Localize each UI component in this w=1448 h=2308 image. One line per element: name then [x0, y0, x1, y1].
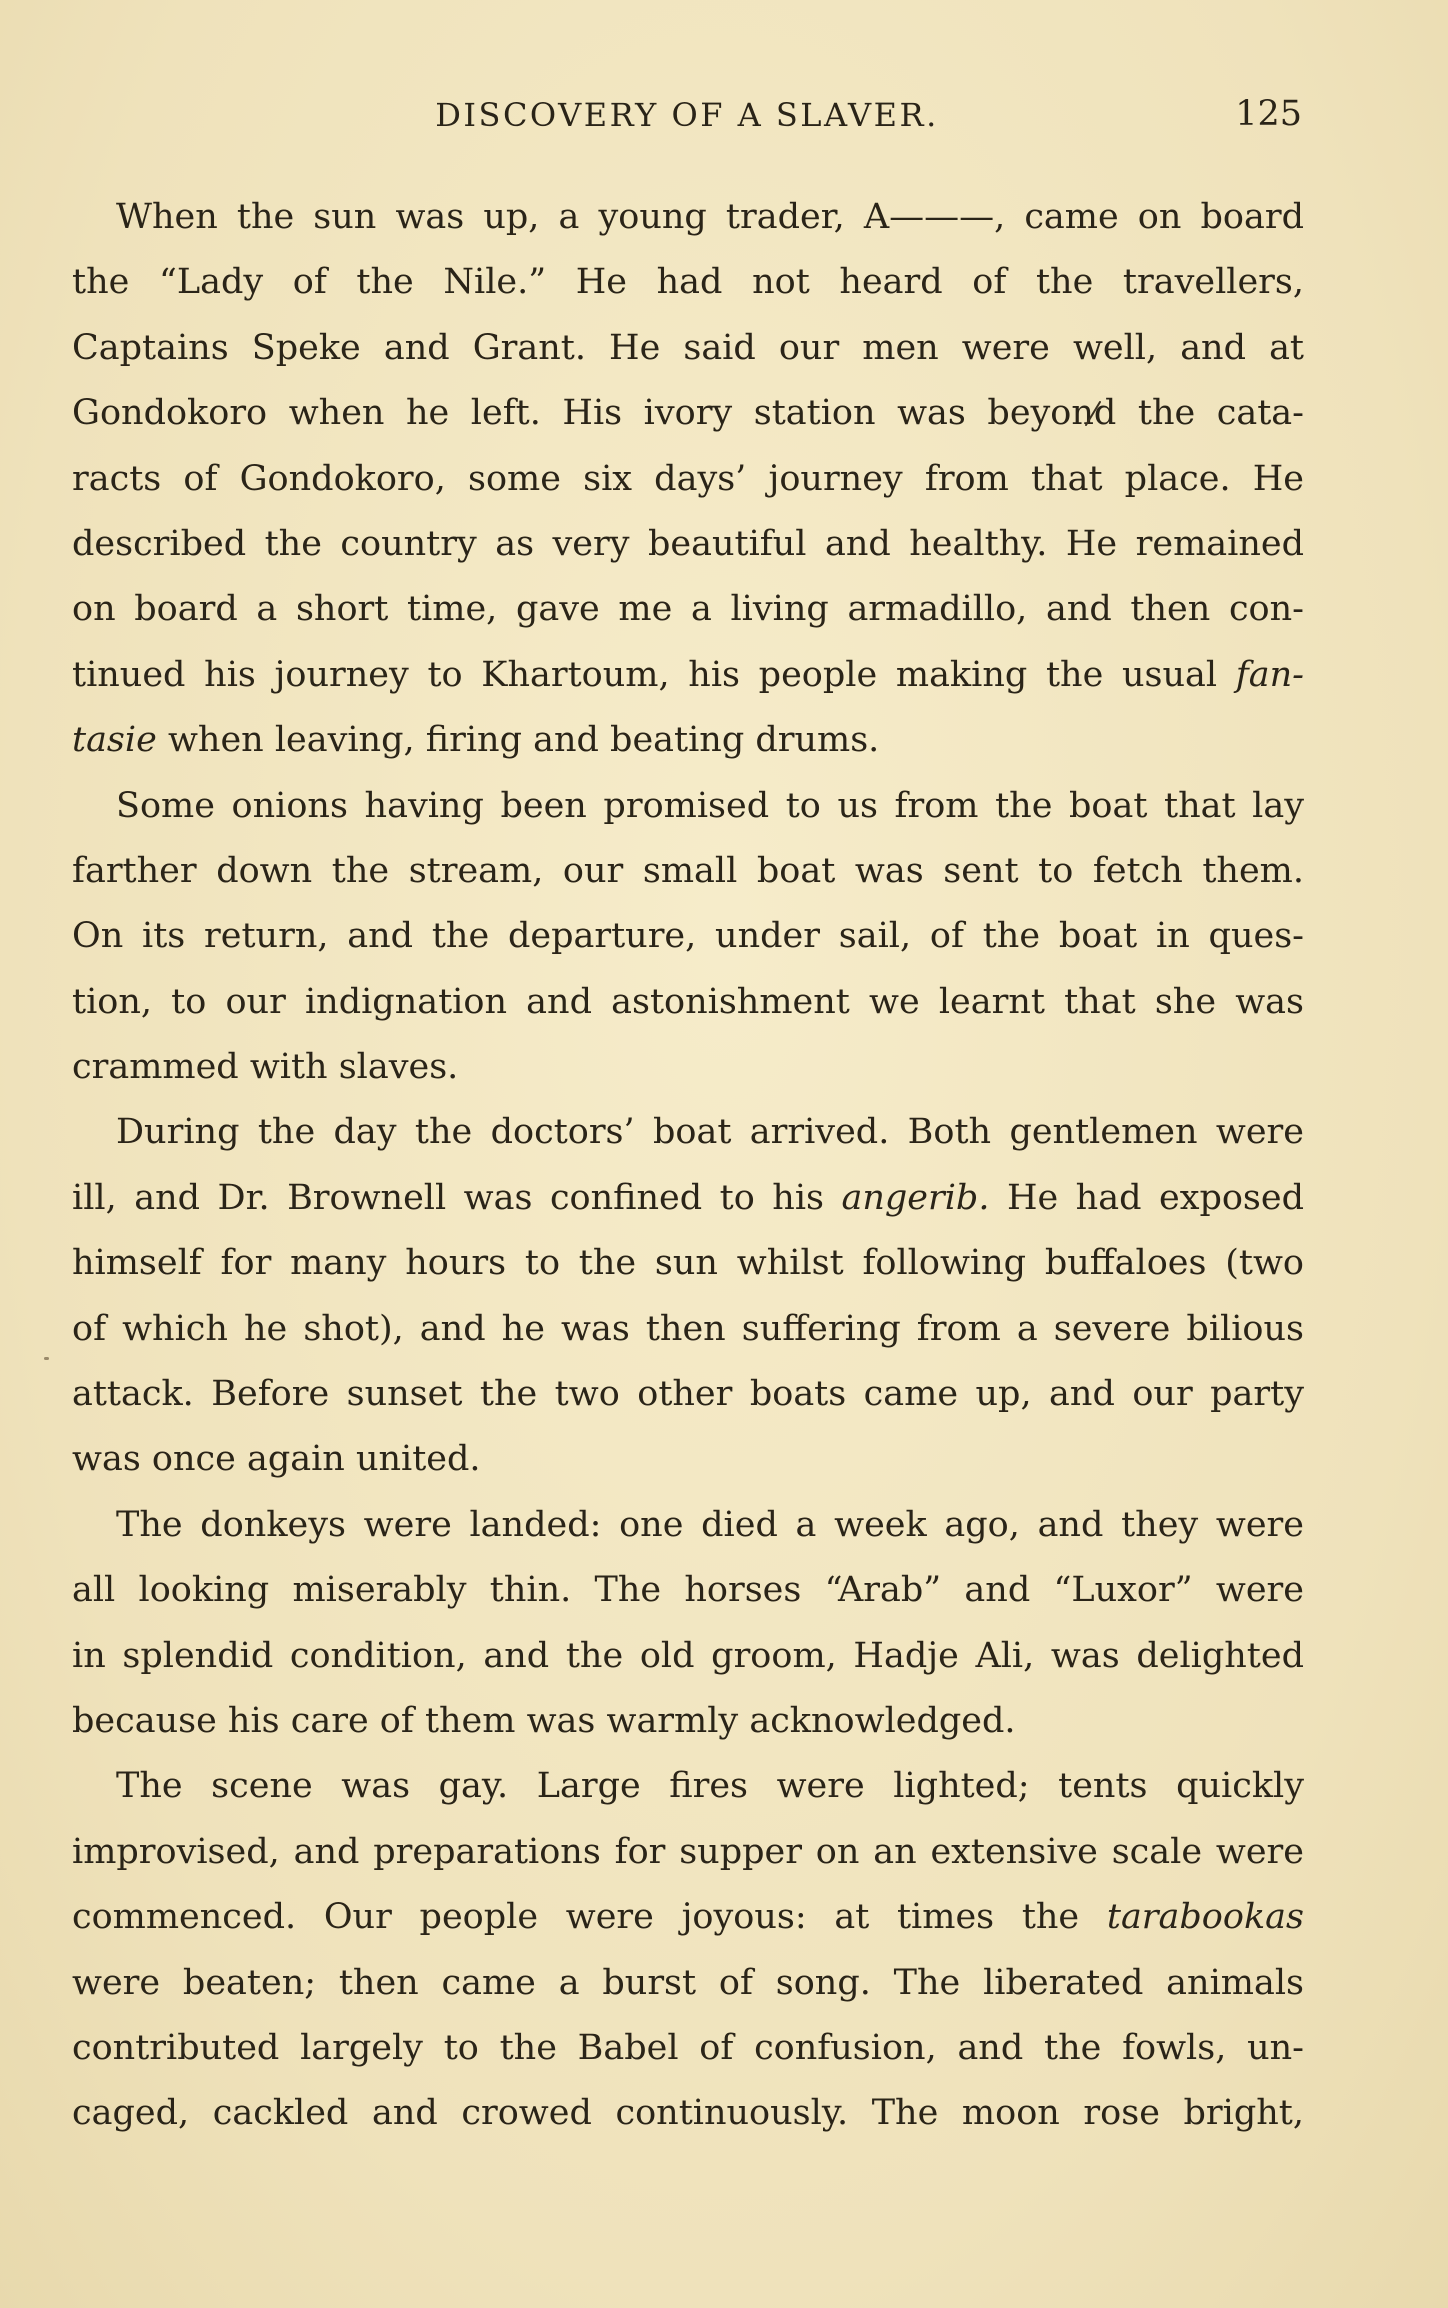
text-line: of which he shot), and he was then suffering from a severe bilious — [72, 1308, 1304, 1349]
page-number: 125 — [1235, 94, 1302, 134]
text-line: tion, to our indignation and astonishment we learnt that she was — [72, 981, 1304, 1022]
text-line: was once again united. — [72, 1439, 481, 1480]
text-line: When the sun was up, a young trader, A———, came on board — [116, 197, 1304, 237]
text-line: The scene was gay. Large fires were lighted; tents quickly — [116, 1766, 1304, 1807]
text-line: Captains Speke and Grant. He said our men were well, and at — [72, 327, 1304, 368]
text-line: The donkeys were landed: one died a week ago, and they were — [116, 1504, 1304, 1545]
text-line: On its return, and the departure, under sail, of the boat in ques- — [72, 916, 1304, 957]
text-line: improvised, and preparations for supper on an extensive scale were — [72, 1831, 1304, 1872]
italic-word: tasie — [72, 720, 157, 761]
text-line: caged, cackled and crowed continuously. The moon rose bright, — [72, 2093, 1304, 2134]
pen-tick-mark — [1083, 398, 1103, 428]
text-line: Gondokoro when he left. His ivory station was beyond the cata- — [72, 393, 1304, 434]
text-line: Some onions having been promised to us from the boat that lay — [116, 785, 1304, 826]
text-line: ill, and Dr. Brownell was confined to his angerib. He had exposed — [72, 1177, 1304, 1218]
italic-word: fan- — [1235, 654, 1304, 695]
paper-speck — [44, 1357, 49, 1360]
text-line: farther down the stream, our small boat was sent to fetch them. — [72, 850, 1304, 891]
text-line: attack. Before sunset the two other boats came up, and our party — [72, 1374, 1304, 1415]
text-line: the “Lady of the Nile.” He had not heard of the travellers, — [72, 262, 1304, 303]
running-title: DISCOVERY OF A SLAVER. — [435, 96, 939, 134]
text-line: commenced. Our people were joyous: at times the tarabookas — [72, 1897, 1304, 1938]
text-line: because his care of them was warmly acknowledged. — [72, 1700, 1016, 1741]
text-line: all looking miserably thin. The horses “Arab” and “Luxor” were — [72, 1570, 1304, 1611]
italic-word: tarabookas — [1106, 1897, 1304, 1938]
body-text — [72, 185, 1304, 2147]
text-line: on board a short time, gave me a living armadillo, and then con- — [72, 589, 1304, 630]
text-line: tinued his journey to Khartoum, his people making the usual fan- — [72, 654, 1304, 695]
text-line: tasie when leaving, firing and beating drums. — [72, 720, 880, 761]
text-line: racts of Gondokoro, some six days’ journey from that place. He — [72, 458, 1304, 499]
italic-word: angerib. — [841, 1177, 990, 1218]
text-line: were beaten; then came a burst of song. The liberated animals — [72, 1962, 1304, 2003]
running-head — [72, 96, 1302, 146]
text-line: crammed with slaves. — [72, 1047, 459, 1088]
text-line: described the country as very beautiful and healthy. He remained — [72, 523, 1304, 564]
text-line: in splendid condition, and the old groom, Hadje Ali, was delighted — [72, 1635, 1304, 1676]
text-line: himself for many hours to the sun whilst following buffaloes (two — [72, 1243, 1304, 1284]
text-line: contributed largely to the Babel of confusion, and the fowls, un- — [72, 2027, 1304, 2068]
text-line: During the day the doctors’ boat arrived. Both gentlemen were — [116, 1112, 1304, 1153]
